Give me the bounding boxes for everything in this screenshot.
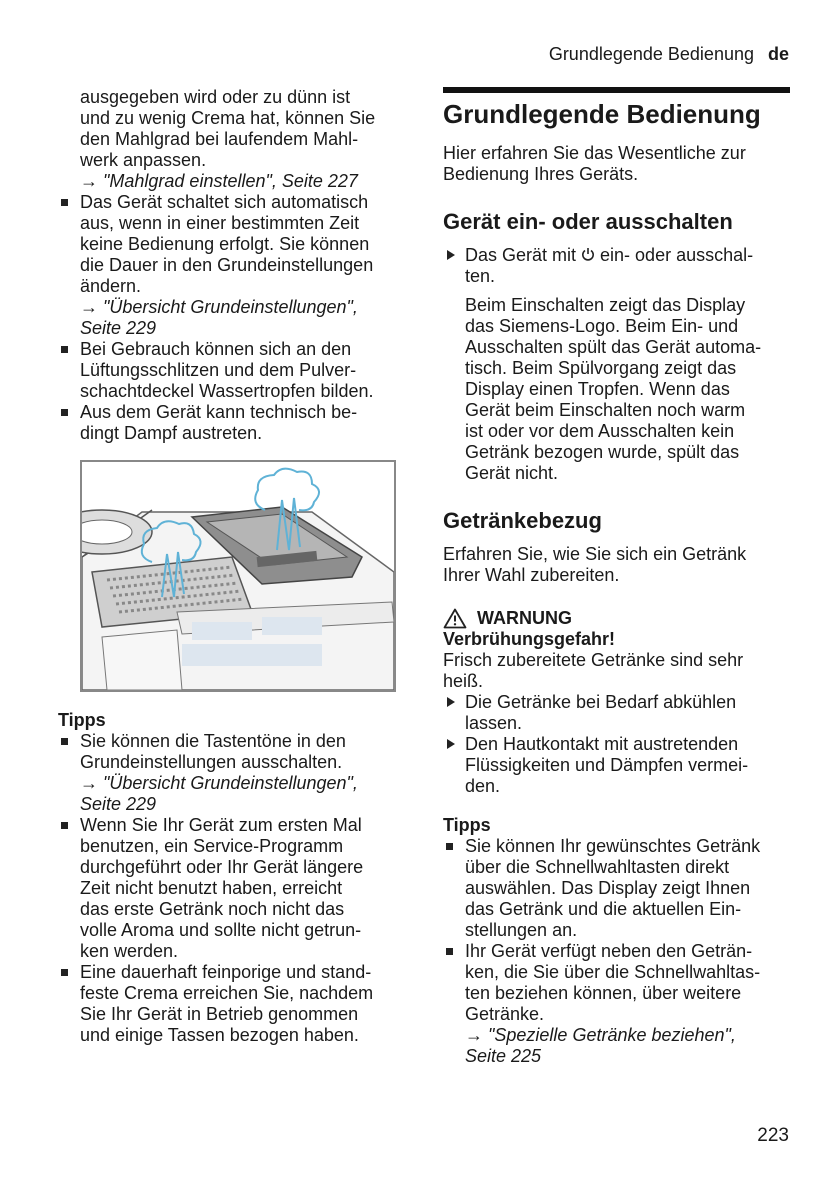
cross-reference: → "Übersicht Grundeinstellungen", <box>80 297 358 317</box>
header-lang: de <box>767 44 789 64</box>
list-item <box>58 192 383 339</box>
text-line: feste Crema erreichen Sie, nachdem <box>80 983 374 1003</box>
text-line: werk anpassen. <box>80 150 207 170</box>
text-line: Frisch zubereitete Getränke sind sehr <box>443 650 744 670</box>
cross-reference: → "Übersicht Grundeinstellungen", <box>80 773 358 793</box>
text-line: ist oder vor dem Ausschalten kein <box>465 421 735 441</box>
section-heading-power: Gerät ein- oder ausschalten <box>443 209 733 234</box>
text-line: den Mahlgrad bei laufendem Mahl- <box>80 129 359 149</box>
text-line: Die Getränke bei Bedarf abkühlen <box>465 692 737 712</box>
text-line: stellungen an. <box>465 920 578 940</box>
text-line <box>465 245 790 266</box>
text-line: Ihr Gerät verfügt neben den Geträn- <box>465 941 753 961</box>
text-line: Bei Gebrauch können sich an den <box>80 339 352 359</box>
text-line: aus, wenn in einer bestimmten Zeit <box>80 213 360 233</box>
text-line: keine Bedienung erfolgt. Sie können <box>80 234 370 254</box>
text-line: und zu wenig Crema hat, können Sie <box>80 108 376 128</box>
list-item <box>58 731 383 815</box>
page-number: 223 <box>757 1125 789 1146</box>
title-rule <box>443 87 790 93</box>
list-item <box>58 962 383 1046</box>
page-title: Grundlegende Bedienung <box>443 99 761 129</box>
text-fragment: Das Gerät mit <box>465 245 582 265</box>
text-line: das Getränk und die aktuellen Ein- <box>465 899 742 919</box>
machine-steam-drawing <box>82 462 394 690</box>
text-line: Sie können die Tastentöne in den <box>80 731 346 751</box>
text-line: Display einen Tropfen. Wenn das <box>465 379 730 399</box>
section-heading-beverage: Getränkebezug <box>443 508 602 533</box>
text-line: Beim Einschalten zeigt das Display <box>465 295 746 315</box>
warning-triangle-icon <box>443 608 467 629</box>
warning-label: WARNUNG <box>477 608 572 628</box>
text-line: über die Schnellwahltasten direkt <box>465 857 730 877</box>
text-line: ändern. <box>80 276 142 296</box>
text-line: Gerät beim Einschalten noch warm <box>465 400 746 420</box>
text-line: Gerät nicht. <box>465 463 559 483</box>
text-line: dingt Dampf austreten. <box>80 423 263 443</box>
text-line: Lüftungsschlitzen und dem Pulver- <box>80 360 357 380</box>
text-line: volle Aroma und sollte nicht getrun- <box>80 920 362 940</box>
warning-header <box>443 608 790 629</box>
text-line: das Siemens-Logo. Beim Ein- und <box>465 316 739 336</box>
text-line: Aus dem Gerät kann technisch be- <box>80 402 358 422</box>
text-line: und einige Tassen bezogen haben. <box>80 1025 359 1045</box>
text-line: auswählen. Das Display zeigt Ihnen <box>465 878 751 898</box>
text-line: Sie können Ihr gewünschtes Getränk <box>465 836 761 856</box>
right-column <box>443 87 790 1067</box>
text-line: Ihrer Wahl zubereiten. <box>443 565 620 585</box>
text-fragment: ein- oder ausschal- <box>595 245 754 265</box>
cross-reference: → "Mahlgrad einstellen", Seite 227 <box>80 171 358 191</box>
step-item <box>443 692 790 734</box>
list-item <box>58 815 383 962</box>
tipps-heading: Tipps <box>443 815 491 835</box>
text-line: tisch. Beim Spülvorgang zeigt das <box>465 358 737 378</box>
intro-paragraph <box>443 143 790 185</box>
warning-title: Verbrühungsgefahr! <box>443 629 616 649</box>
cross-reference: Seite 229 <box>80 318 157 338</box>
list-item <box>58 402 383 444</box>
beverage-intro <box>443 544 790 586</box>
step-item <box>443 734 790 797</box>
list-item <box>443 836 790 941</box>
text-line: Flüssigkeiten und Dämpfen vermei- <box>465 755 749 775</box>
text-line: Zeit nicht benutzt haben, erreicht <box>80 878 343 898</box>
header-section: Grundlegende Bedienung <box>548 44 754 64</box>
text-line: Eine dauerhaft feinporige und stand- <box>80 962 372 982</box>
page-header <box>549 44 789 65</box>
steam-illustration <box>80 460 396 692</box>
text-line: das erste Getränk noch nicht das <box>80 899 345 919</box>
power-icon <box>581 247 595 262</box>
text-line: heiß. <box>443 671 484 691</box>
text-line: Grundeinstellungen ausschalten. <box>80 752 343 772</box>
text-line: ten beziehen können, über weitere <box>465 983 742 1003</box>
text-line: ten. <box>465 266 496 286</box>
text-line: den. <box>465 776 501 796</box>
text-line: lassen. <box>465 713 523 733</box>
text-line: Den Hautkontakt mit austretenden <box>465 734 739 754</box>
warning-text <box>443 650 790 692</box>
list-item <box>443 941 790 1067</box>
text-line: Getränke. <box>465 1004 545 1024</box>
tipps-heading: Tipps <box>58 710 106 730</box>
text-line: Bedienung Ihres Geräts. <box>443 164 639 184</box>
text-line: ken werden. <box>80 941 179 961</box>
text-line: Getränk bezogen wurde, spült das <box>465 442 740 462</box>
text-line: durchgeführt oder Ihr Gerät längere <box>80 857 364 877</box>
cross-reference: Seite 225 <box>465 1046 542 1066</box>
text-line: die Dauer in den Grundeinstellungen <box>80 255 374 275</box>
text-line: Wenn Sie Ihr Gerät zum ersten Mal <box>80 815 362 835</box>
list-item <box>58 339 383 402</box>
text-line: Erfahren Sie, wie Sie sich ein Getränk <box>443 544 747 564</box>
left-column <box>58 87 383 1046</box>
step-item <box>443 245 790 287</box>
text-line: Hier erfahren Sie das Wesentliche zur <box>443 143 746 163</box>
text-line: ausgegeben wird oder zu dünn ist <box>80 87 351 107</box>
cross-reference: → "Spezielle Getränke beziehen", <box>465 1025 736 1045</box>
text-line: Ausschalten spült das Gerät automa- <box>465 337 762 357</box>
cross-reference: Seite 229 <box>80 794 157 814</box>
text-line: Sie Ihr Gerät in Betrieb genommen <box>80 1004 359 1024</box>
intro-paragraph <box>58 87 383 192</box>
text-line: ken, die Sie über die Schnellwahltas- <box>465 962 761 982</box>
text-line: Das Gerät schaltet sich automatisch <box>80 192 369 212</box>
power-paragraph <box>443 295 790 484</box>
text-line: schachtdeckel Wassertropfen bilden. <box>80 381 374 401</box>
text-line: benutzen, ein Service-Programm <box>80 836 344 856</box>
